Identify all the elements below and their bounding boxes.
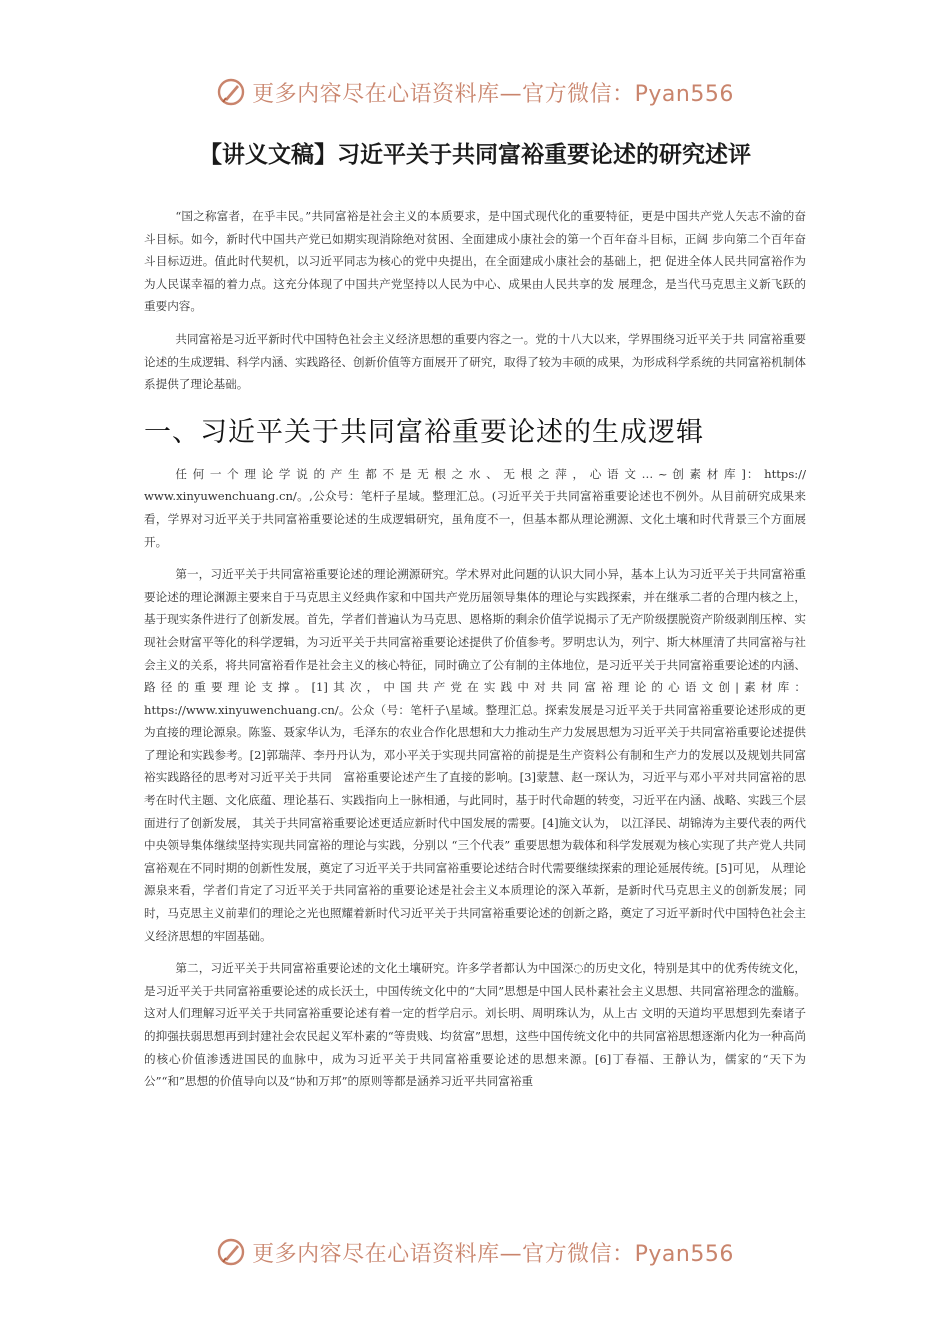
intro-paragraph-1: “国之称富者，在乎丰民。”共同富裕是社会主义的本质要求，是中国式现代化的重要特征，更是中国共产党人矢志不渝的奋斗目标。如今，新时代中国共产党已如期实现消除绝对贫困、全面建成小康社会的第一个百年奋斗目标，正阔 步向第二个百年奋斗目标迈进。值此时代契机，以习近平同志为核心的党中央提出，在全面建成小康社会的基础上，把 促进全体人民共同富裕作为为人民谋幸福的着力点。这充分体现了中国共产党坚持以人民为中心、成果由人民共享的发 展理念，是当代马克思主义新飞跃的重要内容。	[144, 209, 806, 314]
quill-pen-circle-icon	[216, 77, 246, 107]
document-body	[144, 205, 806, 1103]
section-1-paragraph-2: 第一，习近平关于共同富裕重要论述的理论溯源研究。学术界对此问题的认识大同小异，基本上认为习近平关于共同富裕重要论述的理论渊源主要来自于马克思主义经典作家和中国共产党历届领导集体的理论与实践探索，并在继承二者的合理内核之上，基于现实条件进行了创新发展。首先，学者们普遍认为马克思、恩格斯的剩余价值学说揭示了无产阶级摆脱资产阶级剥削压榨、实现社会财富平等化的科学逻辑，为习近平关于共同富裕重要论述提供了价值参考。罗明忠认为，列宁、斯大林厘清了共同富裕与社会主义的关系，将共同富裕看作是社会主义的核心特征，同时确立了公有制的主体地位，是习近平关于共同富裕重要论述的内涵、路径的重要理论支撑。[1]其次，中国共产党在实践中对共同富裕理论的心语文创|素材库：https://www.xinyuwenchuang.cn/。公众（号：笔杆子\星域。整理汇总。探索发展是习近平关于共同富裕重要论述形成的更为直接的理论源泉。陈鉴、聂家华认为，毛泽东的农业合作化思想和大力推动生产力发展思想为习近平关于共同富裕重要论述提供了理论和实践参考。[2]郭瑞萍、李丹丹认为，邓小平关于实现共同富裕的前提是生产资料公有制和生产力的发展以及规划共同富裕实践路径的思考对习近平关于共同 富裕重要论述产生了直接的影响。[3]蒙慧、赵一琛认为，习近平与邓小平对共同富裕的思考在时代主题、文化底蕴、理论基石、实践指向上一脉相通，与此同时，基于时代命题的转变，习近平在内涵、战略、实践三个层面进行了创新发展， 其关于共同富裕重要论述更适应新时代中国发展的需要。[4]施文认为， 以江泽民、胡锦涛为主要代表的两代中央领导集体继续坚持实现共同富裕的理论与实践，分别以 “三个代表” 重要思想为载体和科学发展观为核心实现了共产党人共同 富裕观在不同时期的创新性发展，奠定了习近平关于共同富裕重要论述结合时代需要继续探索的理论延展传统。[5]可见， 从理论源泉来看，学者们肯定了习近平关于共同富裕的重要论述是社会主义本质理论的深入革新，是新时代马克思主义的创新发展；同时，马克思主义前辈们的理论之光也照耀着新时代习近平关于共同富裕重要论述的创新之路，奠定了习近平新时代中国特色社会主义经济思想的牢固基础。	[144, 567, 806, 943]
header-watermark-banner	[0, 70, 950, 114]
section-1-heading: 一、习近平关于共同富裕重要论述的生成逻辑	[144, 416, 704, 448]
intro-paragraph-2: 共同富裕是习近平新时代中国特色社会主义经济思想的重要内容之一。党的十八大以来，学界围绕习近平关于共 同富裕重要论述的生成逻辑、科学内涵、实践路径、创新价值等方面展开了研究，取得了较为丰硕的成果，为形成科学系统的共同富裕机制体系提供了理论基础。	[144, 331, 806, 392]
footer-watermark-banner	[0, 1230, 950, 1274]
banner-text: 更多内容尽在心语资料库—官方微信：Pyan556	[252, 1241, 734, 1267]
document-title: 【讲义文稿】习近平关于共同富裕重要论述的研究述评	[199, 142, 751, 168]
banner-text: 更多内容尽在心语资料库—官方微信：Pyan556	[252, 81, 734, 107]
section-1-paragraph-3: 第二，习近平关于共同富裕重要论述的文化土壤研究。许多学者都认为中国深◌的历史文化，特别是其中的优秀传统文化，是习近平关于共同富裕重要论述的成长沃土，中国传统文化中的“大同”思想是中国人民朴素社会主义思想、共同富裕理念的滥觞。这对人们理解习近平关于共同富裕重要论述有着一定的哲学启示。刘长明、周明珠认为，从上古 文明的天道均平思想到先秦诸子的抑强扶弱思想再到封建社会农民起义军朴素的“等贵贱、均贫富”思想，这些中国传统文化中的共同富裕思想逐渐内化为一种高尚的核心价值渗透进国民的血脉中，成为习近平关于共同富裕重要论述的思想来源。[6]丁春福、王静认为，儒家的“天下为公”“和”思想的价值导向以及“协和万邦”的原则等都是涵养习近平共同富裕重	[144, 961, 806, 1089]
section-1-paragraph-1: 任 何 一 个 理 论 学 说 的 产 生 都 不 是 无 根 之 水 、 无 根 之 萍 ， 心 语 文 … ~ 创 素 材 库 ]： https:// www.xinyuwenchuang.cn/。,公众号：笔杆子星域。整理汇总。(习近平关于共同富裕重要论述也不例外。从目前研究成果来看，学界对习近平关于共同富裕重要论述的生成逻辑研究，虽角度不一，但基本都从理论溯源、文化土壤和时代背景三个方面展开。	[144, 466, 806, 549]
quill-pen-circle-icon	[216, 1237, 246, 1267]
